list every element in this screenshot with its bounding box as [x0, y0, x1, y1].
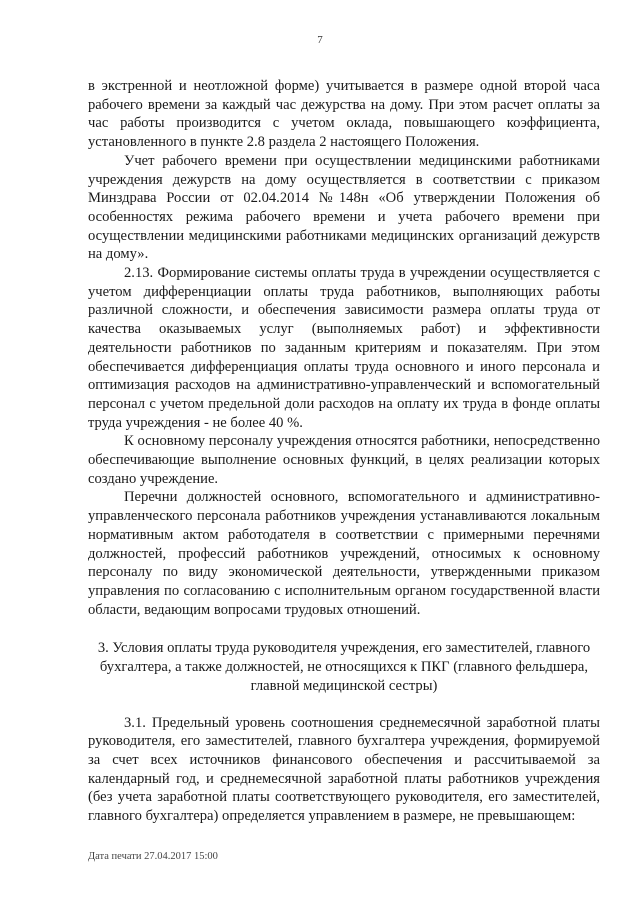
paragraph-position-lists: Перечни должностей основного, вспомогательного и административно-управленческого персонала работников учреждения устанавливаются локальным нормативным актом работодателя в соответствии с примерными перечнями должностей, профессий работников учреждений, относимых к основному персоналу по виду экономической деятельности, утвержденными приказом управления по согласованию с исполнительным органом государственной власти области, ведающим вопросами трудовых отношений. [88, 489, 600, 618]
paragraph-main-personnel: К основному персоналу учреждения относятся работники, непосредственно обеспечивающие выполнение основных функций, в целях реализации которых создано учреждение. [88, 433, 600, 487]
paragraph-working-time-accounting: Учет рабочего времени при осуществлении медицинскими работниками учреждения дежурств на дому осуществляется в соответствии с приказом Минздрава России от 02.04.2014 №148н «Об утверждении Положения об особенностях режима рабочего времени и учета рабочего времени при осуществлении медицинскими работниками медицинских организаций дежурств на дому». [88, 152, 600, 263]
paragraph-2-13: 2.13. Формирование системы оплаты труда в учреждении осуществляется с учетом дифференциации оплаты труда работников, выполняющих работы различной сложности, и обеспечения зависимости размера оплаты труда от качества оказываемых услуг (выполняемых работ) и эффективности деятельности работников по заданным критериям и показателям. При этом обеспечивается дифференциация оплаты труда основного и иного персонала и оптимизация расходов на административно-управленческий и вспомогательный персонал с учетом предельной доли расходов на оплату их труда в фонде оплаты труда учреждения - не более 40 %. [88, 265, 600, 431]
paragraph-3-1: 3.1. Предельный уровень соотношения среднемесячной заработной платы руководителя, его заместителей, главного бухгалтера учреждения, формируемой за счет всех источников финансового обеспечения и рассчитываемой за календарный год, и среднемесячной заработной платы работников учреждения (без учета заработной платы соответствующего руководителя, его заместителей, главного бухгалтера) определяется управлением в размере, не превышающем: [88, 714, 600, 825]
document-body [88, 77, 600, 826]
page-number: 7 [317, 34, 323, 46]
paragraph-duty-hours-continuation: в экстренной и неотложной форме) учитывается в размере одной второй часа рабочего времени за каждый час дежурства на дому. При этом расчет оплаты за час работы производится с учетом оклада, повышающего коэффициента, установленного в пункте 2.8 раздела 2 настоящего Положения. [88, 78, 600, 151]
print-date-footer: Дата печати 27.04.2017 15:00 [88, 851, 218, 862]
section-heading: 3. Условия оплаты труда руководителя учреждения, его заместителей, главного бухгалтера, а также должностей, не относящихся к ПКГ (главного фельдшера, главной медицинской сестры) [97, 640, 591, 694]
